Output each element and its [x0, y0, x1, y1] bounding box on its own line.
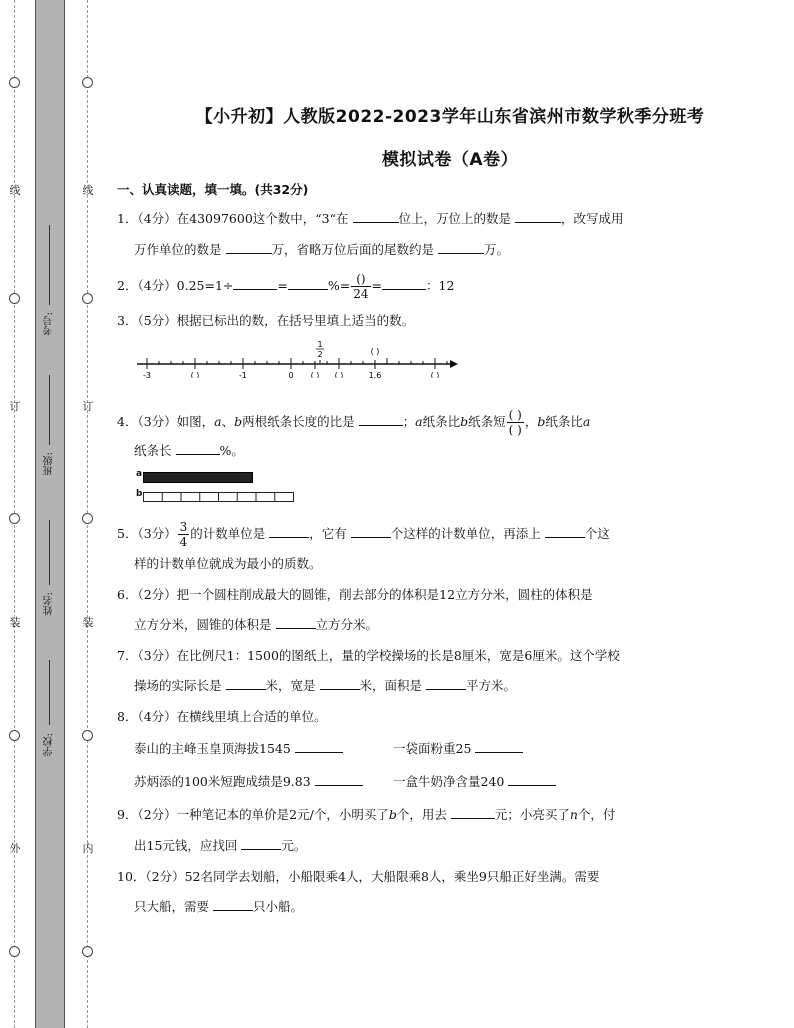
- label-paren[interactable]: ( ): [190, 371, 200, 378]
- gutter-char: 订: [82, 400, 94, 413]
- question-1-cont: 万作单位的数是 万，省略万位后面的尾数约是 万。: [134, 242, 510, 257]
- answer-blank[interactable]: [226, 677, 266, 690]
- label-top-paren[interactable]: ( ): [370, 347, 380, 356]
- gray-binding-bar: [35, 0, 65, 1028]
- answer-blank[interactable]: [351, 525, 391, 538]
- class-label: 班级:: [44, 452, 55, 476]
- label-neg1: -1: [239, 371, 247, 378]
- answer-blank[interactable]: [276, 616, 316, 629]
- question-4-cont: 纸条长 %。: [134, 443, 244, 458]
- answer-blank[interactable]: [176, 442, 220, 455]
- answer-blank[interactable]: [426, 677, 466, 690]
- answer-blank[interactable]: [508, 773, 556, 786]
- question-4: 4．（3分）如图，a、b两根纸条长度的比是 ；a纸条比b纸条短 $\frac{( )}{( )}$ ，b纸条比a: [117, 408, 591, 437]
- hole-circle: [9, 730, 20, 741]
- question-1: 1．（4分）在43097600这个数中，“3“在 位上，万位上的数是 ，改写成用: [117, 211, 624, 226]
- question-9-cont: 出15元钱，应找回 元。: [134, 838, 307, 853]
- answer-blank[interactable]: [320, 677, 360, 690]
- binding-gutter: [0, 0, 105, 1028]
- answer-blank[interactable]: [545, 525, 585, 538]
- hole-circle: [9, 946, 20, 957]
- answer-blank[interactable]: [295, 740, 343, 753]
- question-6: 6．（2分）把一个圆柱削成最大的圆锥，削去部分的体积是12立方分米，圆柱的体积是: [117, 587, 593, 602]
- label-paren[interactable]: ( ): [310, 371, 320, 378]
- question-7: 7．（3分）在比例尺1：1500的图纸上，量的学校操场的长是8厘米，宽是6厘米。这个学校: [117, 648, 620, 663]
- field-line: [49, 660, 50, 725]
- gutter-char: 装: [82, 616, 94, 629]
- unit-item: 泰山的主峰玉皇顶海拔1545: [134, 740, 343, 758]
- answer-blank[interactable]: [359, 413, 403, 426]
- unit-item: 一袋面粉重25: [393, 740, 523, 758]
- answer-blank[interactable]: [288, 277, 328, 290]
- label-neg3: -3: [143, 371, 151, 378]
- school-label: 学校:: [44, 733, 55, 757]
- label-1-6: 1.6: [368, 371, 382, 378]
- unit-item: 苏炳添的100米短跑成绩是9.83: [134, 773, 363, 791]
- gutter-char: 线: [82, 184, 94, 197]
- answer-blank[interactable]: [353, 210, 399, 223]
- unit-item: 一盒牛奶净含量240: [393, 773, 556, 791]
- answer-blank[interactable]: [269, 525, 309, 538]
- answer-blank[interactable]: [315, 773, 363, 786]
- field-line: [49, 225, 50, 305]
- hole-circle: [82, 513, 93, 524]
- question-6-cont: 立方分米，圆锥的体积是 立方分米。: [134, 617, 379, 632]
- question-9: 9．（2分）一种笔记本的单价是2元/个，小明买了b个，用去 元；小亮买了n个，付: [117, 807, 616, 822]
- label-zero: 0: [288, 371, 294, 378]
- label-paren[interactable]: ( ): [430, 371, 440, 378]
- label-half-den: 2: [317, 350, 323, 359]
- answer-blank[interactable]: [226, 241, 272, 254]
- page-subtitle: 模拟试卷（A卷）: [381, 150, 519, 170]
- page-title: 【小升初】人教版2022-2023学年山东省滨州市数学秋季分班考: [195, 107, 705, 127]
- answer-blank[interactable]: [475, 740, 523, 753]
- section-heading: 一、认真读题，填一填。(共32分): [117, 182, 309, 197]
- exam-number-label: 考号:: [44, 312, 55, 336]
- answer-blank[interactable]: [515, 210, 561, 223]
- label-half-num: 1: [317, 340, 323, 349]
- answer-blank[interactable]: [451, 806, 495, 819]
- answer-blank[interactable]: [241, 837, 281, 850]
- answer-blank[interactable]: [213, 898, 253, 911]
- gutter-char: 线: [9, 184, 21, 197]
- hole-circle: [82, 730, 93, 741]
- strip-b-segments: [143, 492, 295, 503]
- question-7-cont: 操场的实际长是 米，宽是 米，面积是 平方米。: [134, 678, 517, 693]
- hole-circle: [9, 77, 20, 88]
- number-line: [135, 338, 460, 378]
- hole-circle: [82, 77, 93, 88]
- gutter-char: 内: [82, 842, 94, 855]
- gutter-char: 装: [9, 616, 21, 629]
- fraction: $\frac{( )}{( )}$: [508, 408, 522, 437]
- question-5-cont: 样的计数单位就成为最小的质数。: [134, 556, 322, 571]
- hole-circle: [9, 513, 20, 524]
- label-paren[interactable]: ( ): [334, 371, 344, 378]
- fraction: $\frac{3}{4}$: [179, 520, 188, 549]
- fraction: $\frac{()}{24}$: [353, 272, 369, 301]
- field-line: [49, 520, 50, 585]
- answer-blank[interactable]: [438, 241, 484, 254]
- field-line: [49, 375, 50, 445]
- question-8: 8．（4分）在横线里填上合适的单位。: [117, 709, 327, 724]
- answer-blank[interactable]: [382, 277, 426, 290]
- gutter-char: 外: [9, 842, 21, 855]
- hole-circle: [82, 946, 93, 957]
- answer-blank[interactable]: [233, 277, 277, 290]
- question-2: 2．（4分）0.25=1÷ = %= $\frac{()}{24}$ = ：12: [117, 272, 455, 301]
- name-label: 姓名:: [44, 592, 55, 616]
- question-10: 10．（2分）52名同学去划船，小船限乘4人，大船限乘8人，乘坐9只船正好坐满。需要: [117, 869, 600, 884]
- question-3: 3．（5分）根据已标出的数，在括号里填上适当的数。: [117, 313, 415, 328]
- number-line-axis: [137, 360, 458, 368]
- hole-circle: [82, 293, 93, 304]
- question-10-cont: 只大船，需要 只小船。: [134, 899, 304, 914]
- gutter-char: 订: [9, 400, 21, 413]
- hole-circle: [9, 293, 20, 304]
- question-5: 5．（3分） $\frac{3}{4}$ 的计数单位是 ，它有 个这样的计数单位，再添上 个这: [117, 520, 610, 549]
